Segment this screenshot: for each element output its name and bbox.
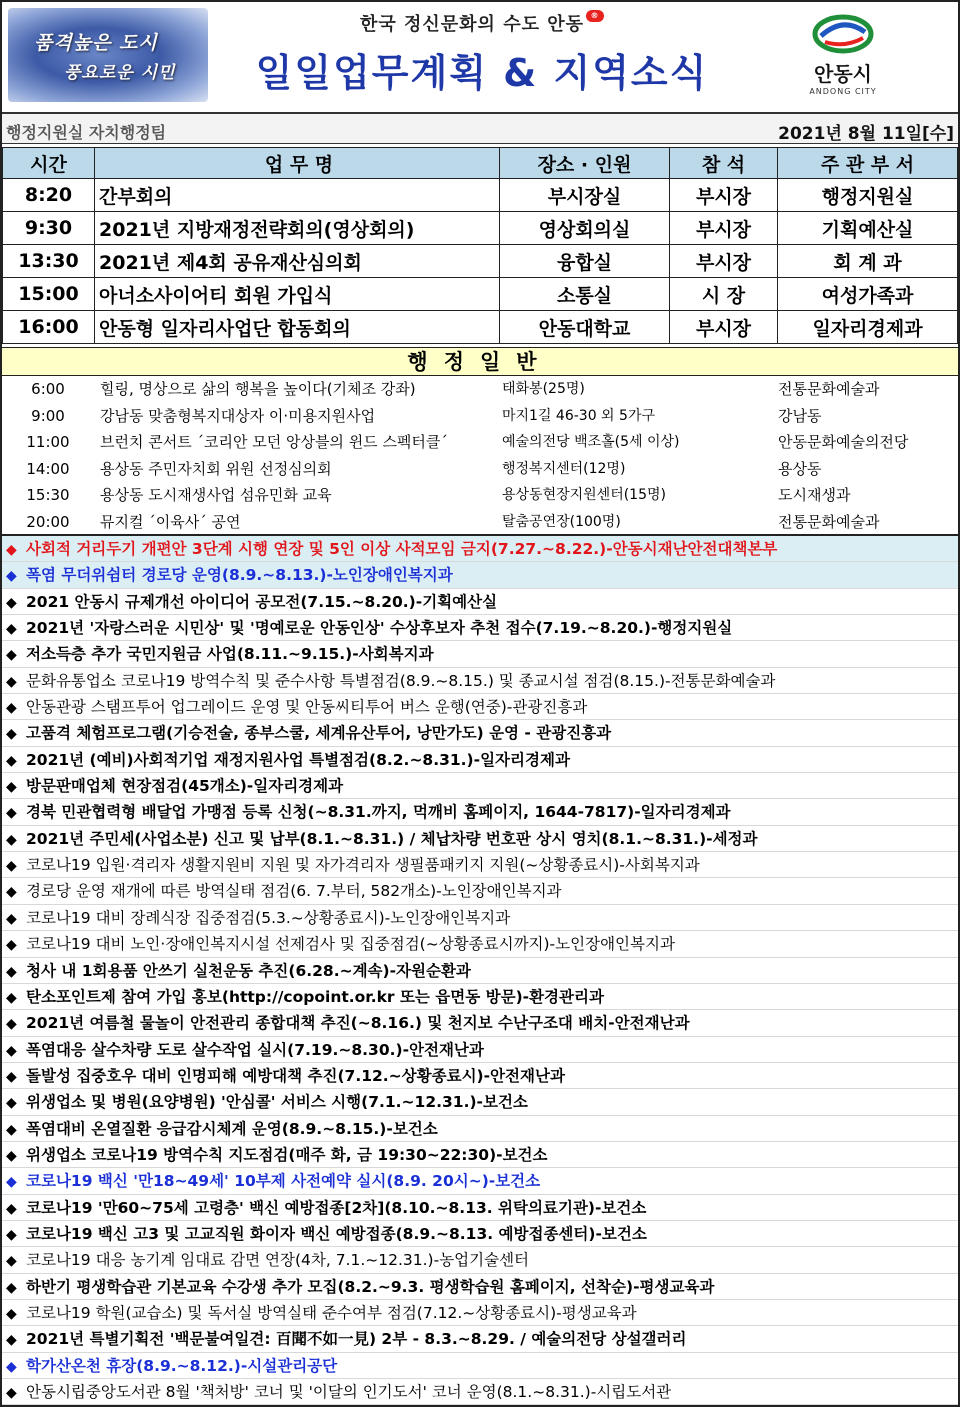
item-dept: 도시재생과: [778, 486, 851, 504]
row-time: 8:20: [3, 179, 95, 212]
news-text: 하반기 평생학습관 기본교육 수강생 추가 모집(8.2.~9.3. 평생학습원 홈페이지, 선착순)-평생교육과: [26, 1277, 715, 1296]
row-time: 9:30: [3, 212, 95, 245]
list-item: [2, 747, 958, 773]
diamond-bullet-icon: ◆: [6, 1358, 17, 1375]
news-text: 2021년 (예비)사회적기업 재정지원사업 특별점검(8.2.~8.31.)-일자리경제과: [26, 750, 570, 769]
news-text: 코로나19 입원·격리자 생활지원비 지원 및 자가격리자 생필품패키지 지원(~상황종료시)-사회복지과: [26, 856, 700, 875]
list-item: [2, 694, 958, 720]
list-item: [2, 1037, 958, 1063]
list-item: [2, 958, 958, 984]
slogan-line2: 풍요로운 시민: [64, 63, 176, 83]
row-task: 2021년 지방재정전략회의(영상회의): [95, 212, 500, 245]
item-task: 용상동 도시재생사업 섬유민화 교육: [100, 486, 332, 504]
diamond-bullet-icon: ◆: [6, 673, 17, 690]
diamond-bullet-icon: ◆: [6, 568, 17, 585]
item-time: 15:30: [26, 486, 70, 504]
news-text: 위생업소 및 병원(요양병원) '안심콜' 서비스 시행(7.1.~12.31.)-보건소: [26, 1093, 528, 1112]
item-time: 9:00: [31, 406, 65, 425]
diamond-bullet-icon: ◆: [6, 989, 17, 1006]
news-text: 폭염 무더위쉼터 경로당 운영(8.9.~8.13.)-노인장애인복지과: [26, 566, 453, 585]
news-text: 코로나19 백신 '만18~49세' 10부제 사전예약 실시(8.9. 20시~)-보건소: [26, 1172, 541, 1191]
news-text: 코로나19 백신 고3 및 고교직원 화이자 백신 예방접종(8.9.~8.13. 예방접종센터)-보건소: [26, 1224, 647, 1243]
diamond-bullet-icon: ◆: [6, 726, 17, 743]
row-time: 16:00: [3, 311, 95, 344]
list-item: [2, 1326, 958, 1352]
diamond-bullet-icon: ◆: [6, 805, 17, 822]
diamond-bullet-icon: ◆: [6, 1121, 17, 1138]
news-text: 폭염대응 살수차량 도로 살수작업 실시(7.19.~8.30.)-안전재난과: [26, 1040, 484, 1059]
list-item: [2, 1300, 958, 1326]
row-dept: 기획예산실: [778, 212, 958, 245]
news-text: 2021년 여름철 물놀이 안전관리 종합대책 추진(~8.16.) 및 천지보 수난구조대 배치-안전재난과: [26, 1014, 690, 1033]
header-center: [222, 10, 742, 97]
row-task: 안동형 일자리사업단 합동회의: [95, 311, 500, 344]
schedule-header-row: [3, 148, 958, 179]
news-text: 폭염대비 온열질환 응급감시체계 운영(8.9.~8.15.)-보건소: [26, 1119, 438, 1138]
schedule-table: [2, 147, 958, 344]
list-item: [2, 1247, 958, 1273]
news-text: 사회적 거리두기 개편안 3단계 시행 연장 및 5인 이상 사적모임 금지(7.27.~8.22.)-안동시재난안전대책본부: [26, 540, 778, 558]
news-text: 2021년 특별기획전 '백문불여일견: 百聞不如一見) 2부 - 8.3.~8.29. / 예술의전당 상설갤러리: [26, 1330, 687, 1349]
list-item: [2, 1168, 958, 1194]
diamond-bullet-icon: ◆: [6, 963, 17, 980]
list-item: [2, 931, 958, 957]
city-emblem-icon: [811, 14, 875, 54]
list-item: [2, 1274, 958, 1300]
row-attendee: 부시장: [670, 179, 778, 212]
item-time: 6:00: [31, 380, 65, 398]
list-item: [2, 456, 958, 483]
list-item: [2, 376, 958, 403]
table-row: [3, 179, 958, 212]
diamond-bullet-icon: ◆: [6, 700, 17, 717]
row-time: 15:00: [3, 278, 95, 311]
news-text: 문화유통업소 코로나19 방역수칙 및 준수사항 특별점검(8.9.~8.15.) 및 종교시설 점검(8.15.)-전통문화예술과: [26, 671, 776, 690]
list-item: [2, 905, 958, 931]
row-task: 간부회의: [95, 179, 500, 212]
row-dept: 행정지원실: [778, 179, 958, 212]
slogan-logo: [8, 8, 208, 102]
diamond-bullet-icon: ◆: [6, 937, 17, 954]
general-section-title: 행정일반: [2, 347, 958, 376]
col-task: 업 무 명: [95, 148, 500, 179]
item-dept: 전통문화예술과: [778, 380, 880, 398]
diamond-bullet-icon: ◆: [6, 910, 17, 927]
news-text: 경로당 운영 재개에 따른 방역실태 점검(6. 7.부터, 582개소)-노인장애인복지과: [26, 882, 562, 901]
item-time: 11:00: [26, 433, 70, 451]
news-text: 안동관광 스탬프투어 업그레이드 운영 및 안동씨티투어 버스 운행(연중)-관광진흥과: [26, 698, 588, 717]
diamond-bullet-icon: ◆: [6, 1016, 17, 1033]
subtitle-text: 한국 정신문화의 수도 안동: [359, 14, 585, 35]
item-dept: 전통문화예술과: [778, 512, 880, 531]
diamond-bullet-icon: ◆: [6, 621, 17, 638]
city-name-en: ANDONG CITY: [809, 87, 877, 96]
news-text: 탄소포인트제 참여 가입 홍보(http://copoint.or.kr 또는 읍면동 방문)-환경관리과: [26, 987, 604, 1006]
list-item: [2, 1089, 958, 1115]
news-text: 코로나19 학원(교습소) 및 독서실 방역실태 준수여부 점검(7.12.~상황종료시)-평생교육과: [26, 1303, 637, 1322]
list-item: [2, 509, 958, 536]
col-attendee: 참 석: [670, 148, 778, 179]
diamond-bullet-icon: ◆: [6, 858, 17, 875]
news-text: 코로나19 '만60~75세 고령층' 백신 예방접종[2차](8.10.~8.13. 위탁의료기관)-보건소: [26, 1198, 647, 1217]
diamond-bullet-icon: ◆: [6, 1279, 17, 1296]
item-place: 마지1길 46-30 외 5가구: [502, 407, 655, 424]
report-date: 2021년 8월 11일[수]: [778, 124, 954, 144]
news-text: 학가산온천 휴장(8.9.~8.12.)-시설관리공단: [26, 1356, 338, 1375]
item-place: 예술의전당 백조홀(5세 이상): [502, 434, 680, 450]
diamond-bullet-icon: ◆: [6, 1147, 17, 1164]
news-text: 코로나19 대비 노인·장애인복지시설 선제검사 및 집중점검(~상황종료시까지)-노인장애인복지과: [26, 935, 675, 954]
header-subtitle: [222, 10, 742, 36]
general-list: [2, 376, 958, 535]
news-text: 고품격 체험프로그램(기승전술, 종부스쿨, 세계유산투어, 낭만가도) 운영 - 관광진흥과: [26, 724, 612, 743]
list-item: [2, 1221, 958, 1247]
row-dept: 여성가족과: [778, 278, 958, 311]
list-item: [2, 482, 958, 509]
row-task: 2021년 제4회 공유재산심의회: [95, 245, 500, 278]
diamond-bullet-icon: ◆: [6, 1174, 17, 1191]
item-place: 용상동현장지원센터(15명): [502, 487, 666, 503]
news-text: 방문판매업체 현장점검(45개소)-일자리경제과: [26, 777, 344, 796]
list-item: [2, 1353, 958, 1379]
item-dept: 안동문화예술의전당: [778, 433, 909, 451]
item-time: 20:00: [26, 512, 70, 531]
row-attendee: 시 장: [670, 278, 778, 311]
list-item: [2, 1142, 958, 1168]
news-text: 위생업소 코로나19 방역수칙 지도점검(매주 화, 금 19:30~22:30)-보건소: [26, 1145, 548, 1164]
diamond-bullet-icon: ◆: [6, 1042, 17, 1059]
list-item: [2, 984, 958, 1010]
row-dept: 회 계 과: [778, 245, 958, 278]
item-dept: 용상동: [778, 459, 822, 478]
news-text: 돌발성 집중호우 대비 인명피해 예방대책 추진(7.12.~상황종료시)-안전재난과: [26, 1066, 565, 1085]
page-title: 일일업무계획 & 지역소식: [255, 51, 709, 95]
list-item: [2, 1116, 958, 1142]
city-name: 안동시: [814, 62, 872, 86]
diamond-bullet-icon: ◆: [6, 1226, 17, 1243]
item-task: 힐링, 명상으로 삶의 행복을 높이다(기체조 강좌): [100, 380, 416, 398]
news-text: 코로나19 대비 장례식장 집중점검(5.3.~상황종료시)-노인장애인복지과: [26, 908, 511, 927]
item-task: 뮤지컬 ´이육사´ 공연: [100, 512, 241, 531]
diamond-bullet-icon: ◆: [6, 647, 17, 664]
table-row: [3, 278, 958, 311]
news-text: 저소득층 추가 국민지원금 사업(8.11.~9.15.)-사회복지과: [26, 645, 434, 664]
header: [2, 2, 958, 108]
item-place: 행정복지센터(12명): [502, 460, 626, 477]
row-place: 영상회의실: [500, 212, 670, 245]
list-item: [2, 589, 958, 615]
list-item: [2, 826, 958, 852]
slogan-line1: 품격높은 도시: [34, 32, 158, 54]
item-dept: 강남동: [778, 406, 822, 425]
news-text: 2021년 '자랑스러운 시민상' 및 '명예로운 안동인상' 수상후보자 추천 접수(7.19.~8.20.)-행정지원실: [26, 619, 733, 638]
table-row: [3, 311, 958, 344]
diamond-bullet-icon: ◆: [6, 1332, 17, 1349]
diamond-bullet-icon: ◆: [6, 779, 17, 796]
list-item: [2, 773, 958, 799]
news-text: 청사 내 1회용품 안쓰기 실천운동 추진(6.28.~계속)-자원순환과: [26, 961, 471, 980]
list-item: [2, 615, 958, 641]
diamond-bullet-icon: ◆: [6, 831, 17, 848]
list-item: [2, 1379, 958, 1405]
registered-mark-icon: ®: [586, 10, 604, 22]
list-item: [2, 1063, 958, 1089]
diamond-bullet-icon: ◆: [6, 1200, 17, 1217]
item-task: 강남동 맞춤형복지대상자 이·미용지원사업: [100, 406, 376, 425]
dept-name: 행정지원실 자치행정팀: [6, 123, 167, 142]
diamond-bullet-icon: ◆: [6, 594, 17, 611]
list-item: [2, 429, 958, 456]
city-logo: [788, 14, 898, 96]
list-item: [2, 720, 958, 746]
row-attendee: 부시장: [670, 311, 778, 344]
item-place: 탈춤공연장(100명): [502, 513, 621, 530]
item-task: 용상동 주민자치회 위원 선정심의회: [100, 459, 332, 478]
diamond-bullet-icon: ◆: [6, 1095, 17, 1112]
item-place: 태화봉(25명): [502, 381, 585, 397]
news-text: 경북 민관협력형 배달업 가맹점 등록 신청(~8.31.까지, 먹깨비 홈페이지, 1644-7817)-일자리경제과: [26, 803, 731, 822]
list-item: [2, 1195, 958, 1221]
row-time: 13:30: [3, 245, 95, 278]
diamond-bullet-icon: ◆: [6, 1068, 17, 1085]
news-text: 코로나19 대응 농기계 임대료 감면 연장(4차, 7.1.~12.31.)-농업기술센터: [26, 1251, 530, 1270]
list-item: [2, 799, 958, 825]
row-place: 융합실: [500, 245, 670, 278]
list-item: [2, 878, 958, 904]
table-row: [3, 212, 958, 245]
list-item: [2, 536, 958, 562]
list-item: [2, 852, 958, 878]
news-text: 2021년 주민세(사업소분) 신고 및 납부(8.1.~8.31.) / 체납차량 번호판 상시 영치(8.1.~8.31.)-세정과: [26, 829, 758, 848]
row-place: 안동대학교: [500, 311, 670, 344]
col-dept: 주 관 부 서: [778, 148, 958, 179]
news-list: [2, 534, 958, 1405]
diamond-bullet-icon: ◆: [6, 1253, 17, 1270]
list-item: [2, 1010, 958, 1036]
diamond-bullet-icon: ◆: [6, 884, 17, 901]
row-task: 아너소사이어티 회원 가입식: [95, 278, 500, 311]
row-attendee: 부시장: [670, 212, 778, 245]
col-place: 장소 · 인원: [500, 148, 670, 179]
table-row: [3, 245, 958, 278]
list-item: [2, 641, 958, 667]
news-text: 2021 안동시 규제개선 아이디어 공모전(7.15.~8.20.)-기획예산실: [26, 592, 498, 611]
diamond-bullet-icon: ◆: [6, 1385, 17, 1401]
col-time: 시간: [3, 148, 95, 179]
list-item: [2, 403, 958, 430]
news-text: 안동시립중앙도서관 8월 '책처방' 코너 및 '이달의 인기도서' 코너 운영(8.1.~8.31.)-시립도서관: [26, 1383, 672, 1401]
item-time: 14:00: [26, 459, 70, 478]
diamond-bullet-icon: ◆: [6, 1305, 17, 1322]
diamond-bullet-icon: ◆: [6, 542, 17, 558]
list-item: [2, 562, 958, 588]
item-task: 브런치 콘서트 ´코리안 모던 앙상블의 윈드 스펙터클´: [100, 433, 448, 451]
row-attendee: 부시장: [670, 245, 778, 278]
row-dept: 일자리경제과: [778, 311, 958, 344]
row-place: 소통실: [500, 278, 670, 311]
dept-date-row: [2, 112, 958, 144]
diamond-bullet-icon: ◆: [6, 752, 17, 769]
list-item: [2, 668, 958, 694]
row-place: 부시장실: [500, 179, 670, 212]
